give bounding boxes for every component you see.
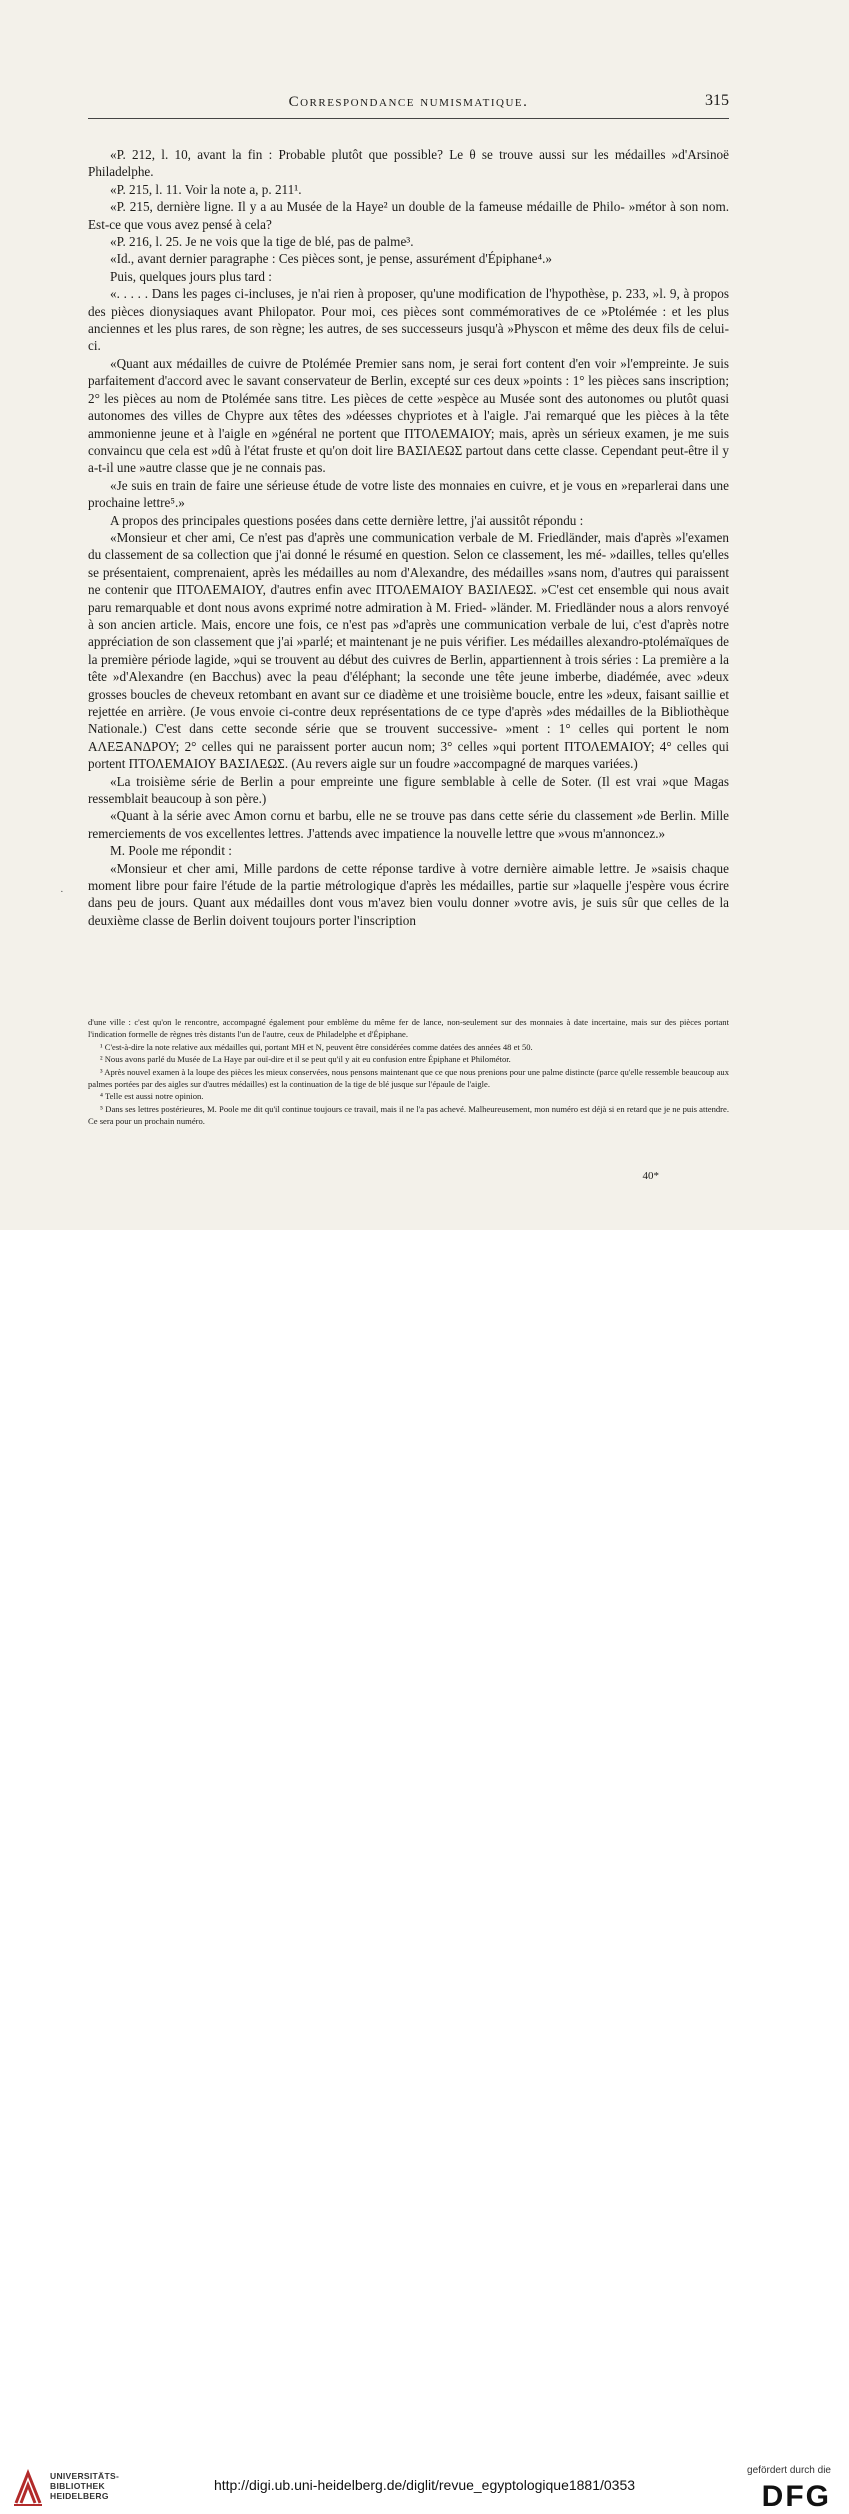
dfg-logo: DFG [761, 2480, 831, 2513]
running-header [88, 92, 729, 119]
paragraph: A propos des principales questions posées dans cette dernière lettre, j'ai aussitôt répondu : [110, 512, 584, 528]
paragraph: «P. 215, dernière ligne. Il y a au Musée de la Haye² un double de la fameuse médaille de Philo- »métor à son nom. Est-ce que vous avez pensé à cela? [88, 199, 729, 232]
library-name-line: UNIVERSITÄTS- [50, 2471, 120, 2481]
paragraph: «Id., avant dernier paragraphe : Ces pièces sont, je pense, assurément d'Épiphane⁴.» [110, 251, 553, 267]
paragraph: «Quant à la série avec Amon cornu et barbu, elle ne se trouve pas dans cette série du classement »de Berlin. Mille remerciements de vos excellentes lettres. J'attends avec impatience la nouvelle lettre que »vous m'annoncez.» [88, 808, 729, 841]
viewer-footer [0, 1230, 849, 2513]
footnote: ¹ C'est-à-dire la note relative aux médailles qui, portant ΜΗ et Ν, peuvent être considérées comme datées des années 48 et 50. [100, 1041, 533, 1052]
paragraph: Puis, quelques jours plus tard : [110, 268, 272, 284]
paragraph: «Monsieur et cher ami, Mille pardons de cette réponse tardive à votre dernière aimable lettre. Je »saisis chaque moment libre pour faire l'étude de la partie métrologique d'après les médailles, partie sur »laquelle j'espère vous écrire dans peu de jours. Quant aux médailles dont vous m'avez bien voulu donner »votre avis, je suis sûr que celles de la deuxième classe de Berlin doivent toujours porter l'inscription [88, 860, 729, 928]
paragraph: «Monsieur et cher ami, Ce n'est pas d'après une communication verbale de M. Friedländer, mais d'après »l'examen du classement de sa collection que j'ai donné le résumé en question. Selon ce classement, les mé- »dailles, telles qu'elles se présentaient, comprenaient, après les médailles au nom d'Alexandre, des médailles »sans nom, d'autres qui paraissent ne contenir que ΠΤΟΛΕΜΑΙΟΥ, d'autres enfin avec ΠΤΟΛΕΜΑΙΟΥ ΒΑΣΙΛΕΩΣ. »C'est cet ensemble qui nous avait paru remarquable et dont nous avons exprimé notre admiration à M. Fried- »länder. M. Friedländer nous a alors renvoyé à son ancien article. Mais, encore une fois, ce n'est pas »d'après une communication verbale de lui, c'est d'après notre appréciation de son classement que j'ai »parlé; et maintenant je ne puis vérifier. Les médailles alexandro-ptolémaïques de la première période lagide, »qui se trouvent au début des cuivres de Berlin, appartiennent à trois séries : La première a la tête »d'Alexandre (en Bacchus) avec la peau d'éléphant; la seconde une tête jeune imberbe, diadémée, avec »deux grosses boucles de cheveux retombant en avant sur ce diadème et une troisième boucle, entre les »deux, faisant saillie et rejettée en arrière. (Je vous envoie ci-contre deux représentations de ce type d'après »des médailles de la Bibliothèque Nationale.) C'est dans cette seconde série que se trouvent successive- »ment : 1° celles qui portent le nom ΑΛΕΞΑΝΔΡΟΥ; 2° celles qui ne paraissent porter aucun nom; 3° celles »qui portent ΠΤΟΛΕΜΑΙΟΥ; 4° celles qui portent ΠΤΟΛΕΜΑΙΟΥ ΒΑΣΙΛΕΩΣ. (Au revers aigle sur un foudre »accompagné de marques variées.) [88, 529, 729, 772]
paragraph: «P. 216, l. 25. Je ne vois que la tige de blé, pas de palme³. [110, 234, 414, 250]
footnote: ⁵ Dans ses lettres postérieures, M. Poole me dit qu'il continue toujours ce travail, mais il ne l'a pas achevé. Malheureusement, mon numéro est déjà si en retard que je ne puis attendre. Ce sera pour un prochain numéro. [88, 1103, 729, 1127]
paragraph: «P. 212, l. 10, avant la fin : Probable plutôt que possible? Le θ se trouve aussi sur les médailles »d'Arsinoë Philadelphe. [88, 147, 729, 180]
scanned-page [0, 0, 849, 1230]
funder-label: gefördert durch die [747, 2465, 831, 2476]
signature-mark: 40* [642, 1170, 659, 1182]
paragraph: «Quant aux médailles de cuivre de Ptolémée Premier sans nom, je serai fort content d'en voir »l'empreinte. Je suis parfaitement d'accord avec le savant conservateur de Berlin, excepté sur ces deux »points : 1° les pièces sans inscription; 2° les pièces au nom de Ptolémée sans titre. Les pièces de cette »espèce au Musée sont des autonomes ou plutôt quasi autonomes des villes de Chypre aux têtes des »déesses chypriotes et à l'aigle. J'ai remarqué que les pièces à la tête ammonienne jeune et à l'aigle en »général ne portent que ΠΤΟΛΕΜΑΙΟΥ; mais, après un sérieux examen, je me suis convaincu que cela est »dû à l'état fruste et qu'on doit lire ΒΑΣΙΛΕΩΣ partout dans cette classe. Cependant peut-être il y a-t-il une »autre classe que je ne connais pas. [88, 355, 729, 476]
source-url-link[interactable]: http://digi.ub.uni-heidelberg.de/diglit/revue_egyptologique1881/0353 [213, 2477, 636, 2493]
body-text [88, 146, 729, 929]
library-name-line: HEIDELBERG [50, 2491, 109, 2501]
header-title: Correspondance numismatique. [288, 94, 529, 110]
library-name-line: BIBLIOTHEK [50, 2481, 105, 2491]
paragraph: M. Poole me répondit : [110, 843, 232, 859]
footnotes [88, 1016, 729, 1128]
paragraph: «. . . . . Dans les pages ci-incluses, je n'ai rien à proposer, qu'une modification de l'hypothèse, p. 233, »l. 9, à propos des pièces dionysiaques avant Philopator. Pour moi, ces pièces sont commémoratives de ce »Ptolémée : et les plus anciennes et les plus rares, de son règne; les autres, de ses successeurs jusqu'à »Physcon et même des deux fils de celui-ci. [88, 286, 729, 354]
footnote: ³ Après nouvel examen à la loupe des pièces les mieux conservées, nous pensons maintenant que ce que nous prenions pour une palme distincte (parce qu'elle ressemble beaucoup aux palmes portées par des aigles sur d'autres médailles) est la continuation de la tige de blé jusque sur l'épaule de l'aigle. [88, 1066, 729, 1090]
paragraph: «La troisième série de Berlin a pour empreinte une figure semblable à celle de Soter. (Il est vrai »que Magas ressemblait beaucoup à son père.) [88, 773, 729, 807]
page-number: 315 [705, 92, 729, 109]
footnote: ⁴ Telle est aussi notre opinion. [100, 1091, 204, 1102]
paragraph: «Je suis en train de faire une sérieuse étude de votre liste des monnaies en cuivre, et je vous en »reparlerai dans une prochaine lettre⁵.» [88, 477, 729, 511]
paragraph: «P. 215, l. 11. Voir la note a, p. 211¹. [110, 181, 302, 197]
margin-mark: · [60, 886, 64, 898]
footnote: ² Nous avons parlé du Musée de La Haye par ouï-dire et il se peut qu'il y ait eu confusion entre Épiphane et Philométor. [100, 1054, 511, 1065]
footnote: d'une ville : c'est qu'on le rencontre, accompagné également pour emblème du même fer de lance, non-seulement sur des monnaies à date incertaine, mais sur des pièces portant l'indication formelle de règnes très distants l'un de l'autre, ceux de Philadelphe et d'Épiphane. [88, 1017, 729, 1040]
